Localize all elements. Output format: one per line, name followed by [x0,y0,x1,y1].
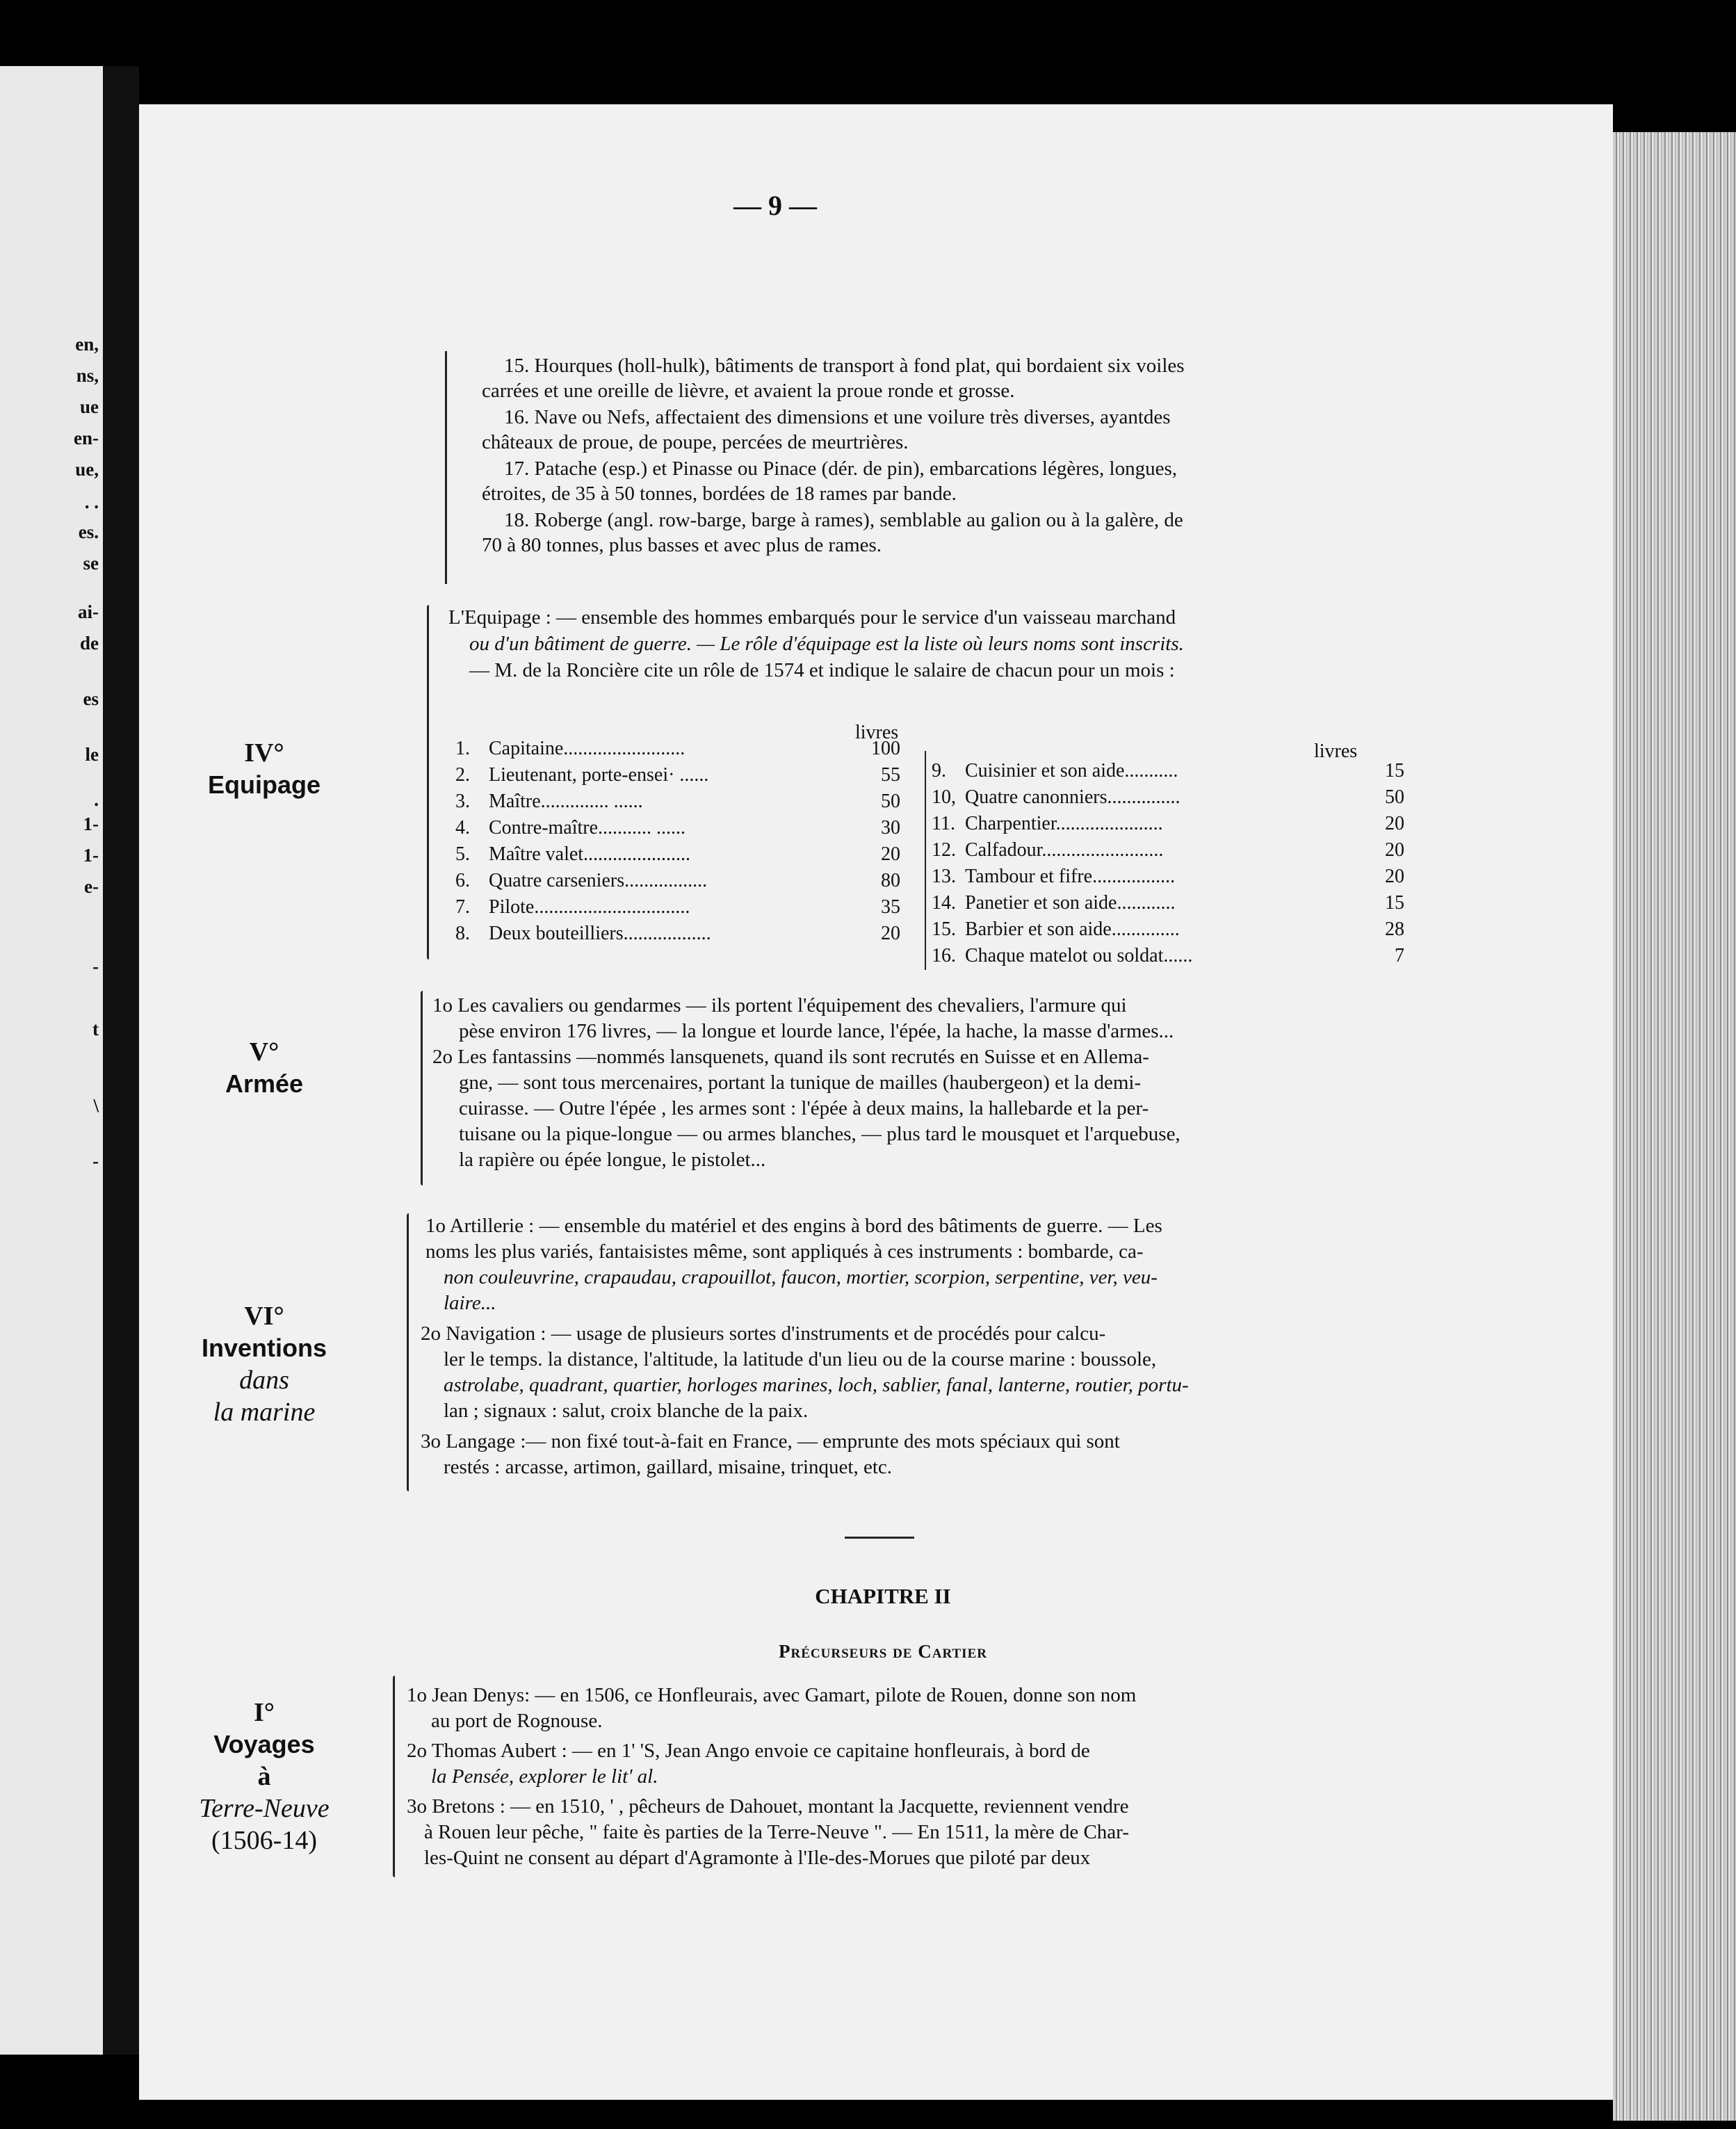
margin-title-armee [153,1036,375,1100]
wage-row [932,916,1404,943]
ship-type-line: 17. Patache (esp.) et Pinasse ou Pinace (dér. de pin), embarcations légères, longues, [504,458,1177,480]
equipage-brace [427,605,429,960]
wage-row-number: 11. [932,813,955,834]
wage-row [455,736,900,762]
book-gutter [103,66,139,2055]
margin-numeral: VI° [244,1302,284,1331]
prev-fragment: - [92,1151,99,1172]
ship-type-line: 16. Nave ou Nefs, affectaient des dimensions et une voilure très diverses, ayantdes [504,406,1171,428]
wage-row-label: Quatre canonniers............... [965,786,1181,808]
prev-fragment: 1- [83,845,99,866]
wage-row-number: 16. [932,945,956,966]
inventions-line: 3o Langage :— non fixé tout-à-fait en France, — emprunte des mots spéciaux qui sont [421,1430,1120,1452]
wage-row-value: 20 [881,843,900,865]
prev-fragment: ue [80,396,99,417]
armee-line: tuisane ou la pique-longue — ou armes blanches, — plus tard le mousquet et l'arquebuse, [459,1123,1181,1145]
prev-fragment: - [92,956,99,977]
prev-fragment: en- [74,428,99,448]
inventions-line: non couleuvrine, crapaudau, crapouillot, faucon, mortier, scorpion, serpentine, ver, veu- [444,1266,1158,1288]
margin-heading: Armée [225,1069,304,1098]
previous-page-edge [0,66,103,2055]
wage-row-value: 15 [1385,892,1404,914]
wage-row-value: 28 [1385,918,1404,940]
page-number: — 9 — [733,190,817,221]
armee-line: la rapière ou épée longue, le pistolet... [459,1149,766,1171]
prev-fragment: 1- [83,813,99,834]
page-edges [1613,132,1736,2121]
ship-type-line: châteaux de proue, de poupe, percées de meurtrières. [482,431,909,453]
wage-row [455,921,900,947]
prev-fragment: t [92,1019,99,1039]
inventions-line: 1o Artillerie : — ensemble du matériel et des engins à bord des bâtiments de guerre. — Les [425,1215,1162,1237]
wage-row-label: Charpentier...................... [965,813,1163,834]
wage-row [932,943,1404,969]
inventions-line: ler le temps. la distance, l'altitude, la latitude d'un lieu ou de la course marine : boussole, [444,1348,1157,1370]
wage-row-number: 8. [455,923,470,944]
equipage-intro-line: ou d'un bâtiment de guerre. — Le rôle d'équipage est la liste où leurs noms sont inscrits. [469,633,1184,655]
margin-title-equipage [153,737,375,801]
wage-row-value: 35 [881,896,900,918]
ship-type-line: 15. Hourques (holl-hulk), bâtiments de transport à fond plat, qui bordaient six voiles [504,355,1185,377]
inventions-brace [407,1213,409,1491]
wage-row-number: 5. [455,843,470,865]
wage-row-value: 50 [881,791,900,812]
table-column-separator [925,751,926,970]
wage-row-value: 100 [871,738,900,759]
margin-title-inventions [153,1300,375,1428]
prev-fragment: ns, [76,365,99,386]
armee-line: gne, — sont tous mercenaires, portant la tunique de mailles (haubergeon) et la demi- [459,1071,1142,1094]
wage-row-number: 14. [932,892,956,914]
wage-row-number: 13. [932,866,956,887]
voyages-line: 1o Jean Denys: — en 1506, ce Honfleurais, avec Gamart, pilote de Rouen, donne son nom [407,1684,1137,1706]
voyages-brace [393,1676,395,1877]
margin-numeral: V° [249,1037,279,1067]
prev-fragment: es. [78,521,99,542]
margin-heading: Voyages [213,1730,315,1758]
voyages-line: à Rouen leur pêche, " faite ès parties de la Terre-Neuve ". — En 1511, la mère de Char- [424,1821,1129,1843]
margin-subheading: la marine [213,1398,316,1427]
wage-row-label: Tambour et fifre................. [965,866,1176,887]
wage-row-label: Contre-maître........... ...... [489,817,686,839]
unit-label-left: livres [855,722,899,743]
voyages-line: les-Quint ne consent au départ d'Agramonte à l'Ile-des-Morues que piloté par deux [424,1847,1091,1869]
wage-row-number: 2. [455,764,470,786]
wage-row-label: Panetier et son aide............ [965,892,1176,914]
wage-row-number: 12. [932,839,956,861]
margin-subheading: Terre-Neuve [199,1794,330,1823]
ship-type-line: étroites, de 35 à 50 tonnes, bordées de 18 rames par bande. [482,483,957,505]
prev-fragment: de [80,633,99,654]
wage-row-label: Chaque matelot ou soldat...... [965,945,1193,966]
wage-row-label: Deux bouteilliers.................. [489,923,711,944]
armee-line: cuirasse. — Outre l'épée , les armes sont : l'épée à deux mains, la hallebarde et la per- [459,1097,1149,1119]
wage-row-label: Barbier et son aide.............. [965,918,1180,940]
wage-row-value: 20 [1385,866,1404,887]
chapter-subtitle: Précurseurs de Cartier [779,1641,987,1662]
wage-row-label: Maître.............. ...... [489,791,643,812]
margin-heading: à [257,1762,271,1791]
inventions-line: noms les plus variés, fantaisistes même, sont appliqués à ces instruments : bombarde, ca- [425,1240,1144,1263]
wage-row [455,788,900,815]
wage-row-label: Quatre carseniers................. [489,870,708,891]
equipage-intro-line: L'Equipage : — ensemble des hommes embarqués pour le service d'un vaisseau marchand [448,606,1176,629]
ship-type-line: 18. Roberge (angl. row-barge, barge à rames), semblable au galion ou à la galère, de [504,509,1183,531]
wage-row [932,758,1404,784]
armee-line: pèse environ 176 livres, — la longue et lourde lance, l'épée, la hache, la masse d'armes... [459,1020,1174,1042]
prev-fragment: es [83,688,99,709]
wage-row-value: 50 [1385,786,1404,808]
armee-brace [421,991,423,1185]
wage-row [932,864,1404,890]
margin-subheading: dans [239,1366,289,1395]
voyages-line: 2o Thomas Aubert : — en 1' 'S, Jean Ango envoie ce capitaine honfleurais, à bord de [407,1740,1090,1762]
wage-row [455,762,900,788]
wage-row-number: 1. [455,738,470,759]
armee-line: 1o Les cavaliers ou gendarmes — ils portent l'équipement des chevaliers, l'armure qui [432,994,1127,1017]
margin-numeral: I° [254,1698,275,1727]
ship-type-line: 70 à 80 tonnes, plus basses et avec plus de rames. [482,534,882,556]
prev-fragment: ai- [78,601,99,622]
wage-row [932,784,1404,811]
wage-row-number: 4. [455,817,470,839]
wage-row-number: 10, [932,786,956,808]
wage-row [455,815,900,841]
wage-row-value: 80 [881,870,900,891]
prev-fragment: . [94,789,99,810]
wage-row-label: Cuisinier et son aide........... [965,760,1178,782]
prev-fragment: \ [93,1095,99,1116]
inventions-line: astrolabe, quadrant, quartier, horloges marines, loch, sablier, fanal, lanterne, routier, portu- [444,1374,1189,1396]
wage-row-label: Calfadour......................... [965,839,1164,861]
voyages-line: 3o Bretons : — en 1510, ' , pêcheurs de Dahouet, montant la Jacquette, reviennent vendre [407,1795,1129,1818]
margin-numeral: IV° [244,738,284,768]
margin-heading: Inventions [201,1334,327,1362]
prev-fragment: en, [75,334,99,355]
wage-row [932,811,1404,837]
wage-row-label: Lieutenant, porte-ensei· ...... [489,764,709,786]
wage-row-value: 20 [881,923,900,944]
inventions-line: laire... [444,1292,496,1314]
ship-types-bracket [445,351,447,584]
wage-row-number: 6. [455,870,470,891]
prev-fragment: e- [84,876,99,897]
wage-row-number: 9. [932,760,946,782]
wage-row [455,841,900,868]
wage-row-value: 20 [1385,839,1404,861]
wage-row-number: 7. [455,896,470,918]
inventions-line: lan ; signaux : salut, croix blanche de la paix. [444,1400,809,1422]
voyages-line: au port de Rognouse. [431,1710,603,1732]
inventions-line: restés : arcasse, artimon, gaillard, misaine, trinquet, etc. [444,1456,893,1478]
prev-fragment: le [85,744,99,765]
wage-row-label: Pilote................................ [489,896,690,918]
wage-row-value: 55 [881,764,900,786]
armee-line: 2o Les fantassins —nommés lansquenets, quand ils sont recrutés en Suisse et en Allema- [432,1046,1149,1068]
wage-row-value: 15 [1385,760,1404,782]
prev-fragment: se [83,553,99,574]
wage-row-value: 30 [881,817,900,839]
wage-row [455,894,900,921]
wage-row-number: 3. [455,791,470,812]
wage-row [932,890,1404,916]
voyages-line: la Pensée, explorer le lit' al. [431,1765,658,1788]
wage-row [932,837,1404,864]
chapter-title: CHAPITRE II [815,1584,951,1608]
equipage-intro-line: — M. de la Roncière cite un rôle de 1574 et indique le salaire de chacun pour un mois : [469,659,1175,681]
wage-row-value: 20 [1385,813,1404,834]
wage-row-number: 15. [932,918,956,940]
wage-row [455,868,900,894]
margin-title-voyages [153,1697,375,1856]
margin-heading: Equipage [207,770,321,799]
section-rule [845,1537,914,1539]
wage-row-label: Maître valet...................... [489,843,691,865]
unit-label-right: livres [1314,740,1358,762]
prev-fragment: ue, [75,459,99,480]
wage-row-label: Capitaine......................... [489,738,686,759]
inventions-line: 2o Navigation : — usage de plusieurs sortes d'instruments et de procédés pour calcu- [421,1322,1106,1345]
ship-type-line: carrées et une oreille de lièvre, et avaient la proue ronde et grosse. [482,380,1015,402]
wage-row-value: 7 [1395,945,1404,966]
margin-subheading: (1506-14) [211,1826,317,1855]
prev-fragment: . . [84,492,99,512]
